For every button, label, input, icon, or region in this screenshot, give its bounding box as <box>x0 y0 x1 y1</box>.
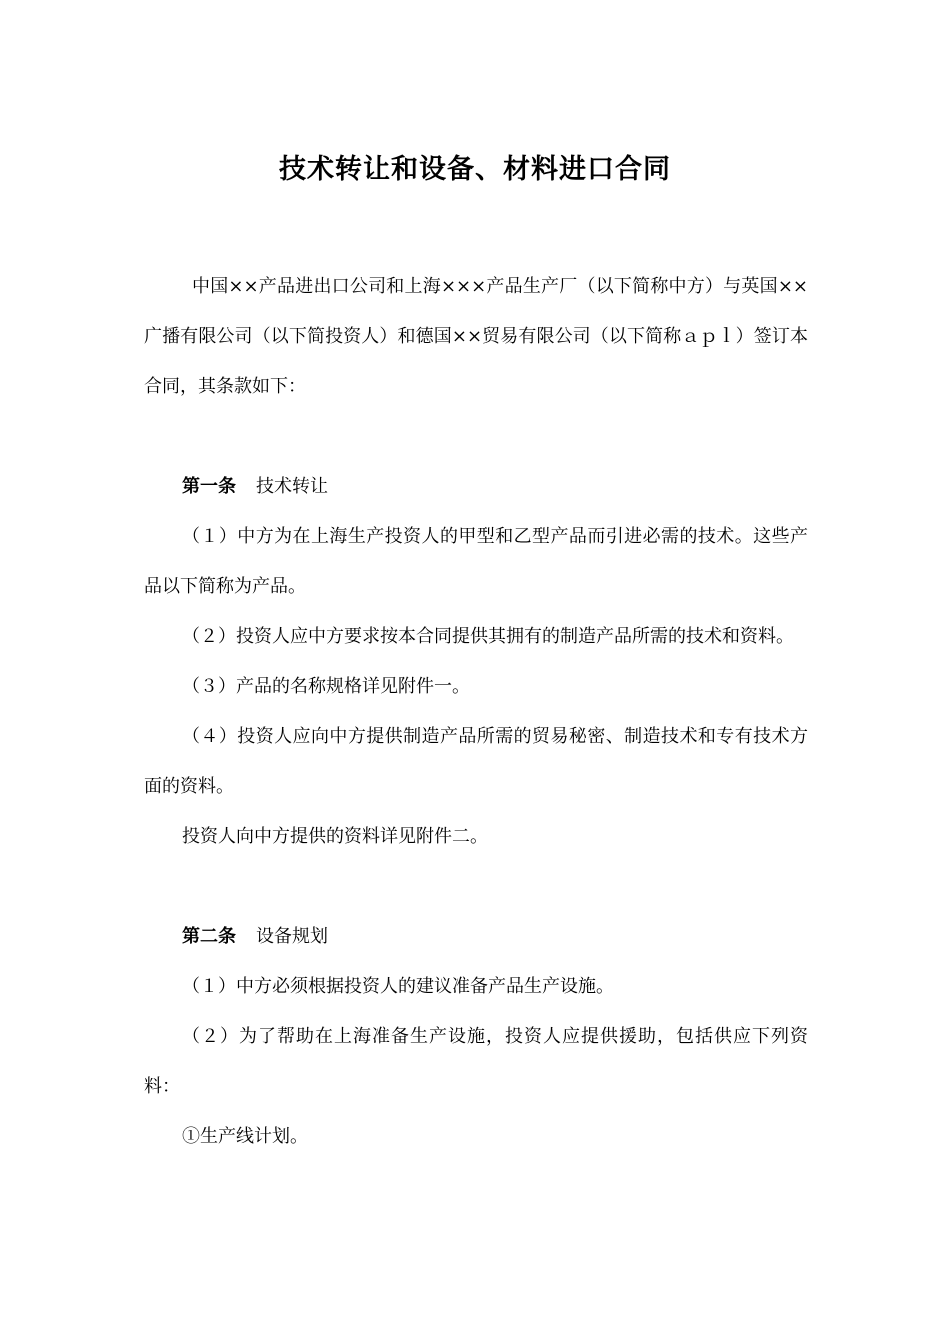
article-1-item-5: 投资人向中方提供的资料详见附件二。 <box>182 826 488 847</box>
article-2-item-1: （１）中方必须根据投资人的建议准备产品生产设施。 <box>182 976 614 997</box>
document-body <box>144 262 808 1162</box>
article-2-number: 第二条 <box>182 926 236 947</box>
article-2-item-3: ①生产线计划。 <box>182 1126 308 1147</box>
intro-paragraph: 中国××产品进出口公司和上海×××产品生产厂（以下简称中方）与英国××广播有限公司（以下简投资人）和德国××贸易有限公司（以下简称ａｐｌ）签订本合同，其条款如下： <box>144 276 808 397</box>
spacer <box>144 862 808 912</box>
article-1-item-3: （３）产品的名称规格详见附件一。 <box>182 676 470 697</box>
article-2-heading <box>144 912 808 962</box>
document-title: 技术转让和设备、材料进口合同 <box>279 154 671 185</box>
article-1-item-1: （１）中方为在上海生产投资人的甲型和乙型产品而引进必需的技术。这些产品以下简称为产品。 <box>144 526 808 597</box>
article-1-number: 第一条 <box>182 476 236 497</box>
article-1-heading <box>144 462 808 512</box>
article-1-title: 技术转让 <box>256 476 328 497</box>
article-2-item-2: （２）为了帮助在上海准备生产设施，投资人应提供援助，包括供应下列资料： <box>144 1026 808 1097</box>
article-1-item-4: （４）投资人应向中方提供制造产品所需的贸易秘密、制造技术和专有技术方面的资料。 <box>144 726 808 797</box>
article-2-title: 设备规划 <box>256 926 328 947</box>
article-1-item-2: （２）投资人应中方要求按本合同提供其拥有的制造产品所需的技术和资料。 <box>182 626 794 647</box>
spacer <box>144 412 808 462</box>
